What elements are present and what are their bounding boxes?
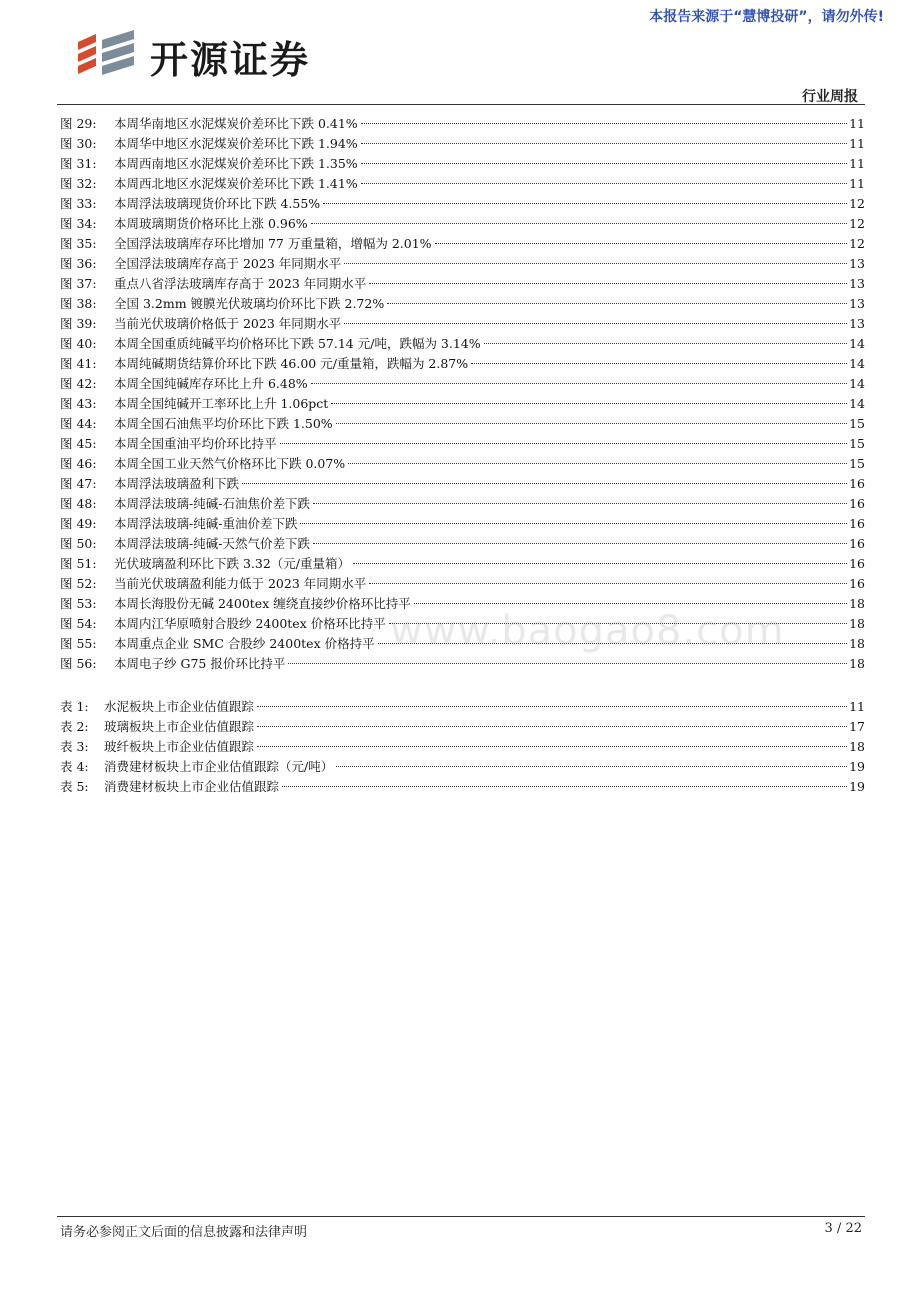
figure-toc-entry[interactable] <box>60 554 865 574</box>
toc-entry-title: 本周电子纱 G75 报价环比持平 <box>114 656 286 671</box>
figure-toc-entry[interactable] <box>60 454 865 474</box>
toc-entry-title: 本周长海股份无碱 2400tex 缠绕直接纱价格环比持平 <box>114 596 411 611</box>
figure-toc-entry[interactable] <box>60 394 865 414</box>
figure-list <box>60 114 865 674</box>
toc-entry-title: 本周浮法玻璃盈利下跌 <box>114 476 240 491</box>
toc-entry-number: 图 51: <box>60 556 97 571</box>
toc-entry-number: 表 4: <box>60 759 89 774</box>
table-toc-entry[interactable] <box>60 737 865 757</box>
toc-dot-leader <box>288 663 847 664</box>
toc-entry-title: 本周全国重质纯碱平均价格环比下跌 57.14 元/吨，跌幅为 3.14% <box>114 336 481 351</box>
toc-dot-leader <box>414 603 847 604</box>
table-toc-entry[interactable] <box>60 717 865 737</box>
figure-toc-entry[interactable] <box>60 574 865 594</box>
toc-entry-number: 图 55: <box>60 636 97 651</box>
toc-entry-page: 11 <box>849 176 865 191</box>
toc-entry-number: 图 47: <box>60 476 97 491</box>
toc-entry-page: 15 <box>849 456 865 471</box>
toc-dot-leader <box>387 303 847 304</box>
toc-entry-title: 本周浮法玻璃-纯碱-天然气价差下跌 <box>114 536 310 551</box>
toc-entry-number: 图 31: <box>60 156 97 171</box>
toc-entry-title: 本周重点企业 SMC 合股纱 2400tex 价格持平 <box>114 636 375 651</box>
figure-toc-entry[interactable] <box>60 374 865 394</box>
figure-toc-entry[interactable] <box>60 134 865 154</box>
toc-dot-leader <box>257 746 847 747</box>
toc-entry-page: 16 <box>849 516 865 531</box>
toc-entry-page: 14 <box>849 376 865 391</box>
toc-entry-number: 图 34: <box>60 216 97 231</box>
toc-dot-leader <box>361 123 847 124</box>
toc-entry-title: 本周全国纯碱开工率环比上升 1.06pct <box>114 396 329 411</box>
figure-toc-entry[interactable] <box>60 274 865 294</box>
toc-dot-leader <box>336 766 847 767</box>
toc-entry-page: 13 <box>849 316 865 331</box>
toc-entry-page: 14 <box>849 356 865 371</box>
toc-entry-number: 图 29: <box>60 116 97 131</box>
toc-dot-leader <box>369 283 847 284</box>
toc-entry-number: 图 53: <box>60 596 97 611</box>
toc-entry-number: 图 39: <box>60 316 97 331</box>
toc-entry-title: 本周浮法玻璃-纯碱-重油价差下跌 <box>114 516 298 531</box>
toc-entry-page: 11 <box>849 699 865 714</box>
toc-entry-page: 16 <box>849 476 865 491</box>
header-divider <box>57 104 865 105</box>
figure-toc-entry[interactable] <box>60 654 865 674</box>
logo-text: 开源证券 <box>150 37 311 82</box>
toc-dot-leader <box>311 223 847 224</box>
toc-dot-leader <box>361 143 847 144</box>
toc-dot-leader <box>280 443 847 444</box>
table-toc-entry[interactable] <box>60 777 865 797</box>
toc-entry-title: 重点八省浮法玻璃库存高于 2023 年同期水平 <box>114 276 367 291</box>
toc-dot-leader <box>361 183 847 184</box>
toc-dot-leader <box>353 563 847 564</box>
toc-dot-leader <box>435 243 847 244</box>
toc-entry-title: 水泥板块上市企业估值跟踪 <box>104 699 255 714</box>
figure-toc-entry[interactable] <box>60 314 865 334</box>
toc-entry-title: 本周全国纯碱库存环比上升 6.48% <box>114 376 308 391</box>
figure-toc-entry[interactable] <box>60 534 865 554</box>
logo-mark-icon <box>74 30 138 82</box>
toc-entry-page: 16 <box>849 496 865 511</box>
toc-dot-leader <box>331 403 847 404</box>
toc-dot-leader <box>369 583 847 584</box>
toc-entry-title: 消费建材板块上市企业估值跟踪 <box>104 779 280 794</box>
toc-entry-number: 图 38: <box>60 296 97 311</box>
toc-entry-title: 玻璃板块上市企业估值跟踪 <box>104 719 255 734</box>
toc-entry-page: 11 <box>849 116 865 131</box>
toc-entry-page: 12 <box>849 216 865 231</box>
toc-entry-page: 18 <box>849 596 865 611</box>
toc-entry-number: 图 48: <box>60 496 97 511</box>
toc-entry-number: 图 56: <box>60 656 97 671</box>
toc-entry-page: 15 <box>849 436 865 451</box>
toc-entry-number: 图 37: <box>60 276 97 291</box>
footer-disclaimer: 请务必参阅正文后面的信息披露和法律声明 <box>60 1225 308 1240</box>
toc-entry-number: 表 3: <box>60 739 89 754</box>
toc-dot-leader <box>282 786 847 787</box>
toc-entry-title: 全国 3.2mm 镀膜光伏玻璃均价环比下跌 2.72% <box>114 296 385 311</box>
toc-entry-number: 图 30: <box>60 136 97 151</box>
toc-entry-page: 12 <box>849 236 865 251</box>
toc-dot-leader <box>344 263 847 264</box>
toc-entry-page: 15 <box>849 416 865 431</box>
figure-toc-entry[interactable] <box>60 494 865 514</box>
toc-entry-number: 图 45: <box>60 436 97 451</box>
toc-entry-number: 表 1: <box>60 699 89 714</box>
toc-entry-title: 本周全国工业天然气价格环比下跌 0.07% <box>114 456 346 471</box>
toc-entry-page: 13 <box>849 276 865 291</box>
toc-entry-page: 18 <box>849 636 865 651</box>
toc-entry-number: 图 36: <box>60 256 97 271</box>
toc-entry-title: 当前光伏玻璃盈利能力低于 2023 年同期水平 <box>114 576 367 591</box>
toc-entry-title: 本周内江华原喷射合股纱 2400tex 价格环比持平 <box>114 616 386 631</box>
toc-entry-page: 19 <box>849 759 865 774</box>
toc-dot-leader <box>471 363 847 364</box>
toc-dot-leader <box>336 423 847 424</box>
toc-entry-title: 本周纯碱期货结算价环比下跌 46.00 元/重量箱，跌幅为 2.87% <box>114 356 469 371</box>
figure-toc-entry[interactable] <box>60 474 865 494</box>
toc-entry-number: 图 40: <box>60 336 97 351</box>
toc-entry-number: 图 54: <box>60 616 97 631</box>
figure-toc-entry[interactable] <box>60 114 865 134</box>
toc-entry-number: 图 42: <box>60 376 97 391</box>
figure-toc-entry[interactable] <box>60 214 865 234</box>
toc-entry-title: 本周全国重油平均价环比持平 <box>114 436 277 451</box>
figure-toc-entry[interactable] <box>60 354 865 374</box>
toc-entry-page: 16 <box>849 576 865 591</box>
toc-entry-page: 19 <box>849 779 865 794</box>
figure-toc-entry[interactable] <box>60 174 865 194</box>
watermark: www.baogao8.com <box>390 608 785 654</box>
toc-entry-title: 本周华南地区水泥煤炭价差环比下跌 0.41% <box>114 116 358 131</box>
toc-entry-page: 14 <box>849 396 865 411</box>
toc-dot-leader <box>300 523 847 524</box>
figure-toc-entry[interactable] <box>60 514 865 534</box>
toc-entry-page: 13 <box>849 256 865 271</box>
toc-dot-leader <box>484 343 847 344</box>
toc-dot-leader <box>344 323 847 324</box>
toc-dot-leader <box>257 726 847 727</box>
figure-toc-entry[interactable] <box>60 254 865 274</box>
toc-entry-page: 16 <box>849 536 865 551</box>
table-toc-entry[interactable] <box>60 757 865 777</box>
toc-dot-leader <box>348 463 847 464</box>
footer-divider <box>57 1216 865 1217</box>
toc-entry-page: 18 <box>849 656 865 671</box>
toc-entry-title: 本周西北地区水泥煤炭价差环比下跌 1.41% <box>114 176 358 191</box>
toc-entry-page: 11 <box>849 136 865 151</box>
figure-toc-entry[interactable] <box>60 414 865 434</box>
figure-toc-entry[interactable] <box>60 294 865 314</box>
toc-entry-number: 图 43: <box>60 396 97 411</box>
toc-dot-leader <box>313 543 847 544</box>
figure-toc-entry[interactable] <box>60 194 865 214</box>
toc-entry-page: 17 <box>849 719 865 734</box>
toc-entry-number: 图 46: <box>60 456 97 471</box>
toc-entry-number: 图 35: <box>60 236 97 251</box>
page-number: 3 / 22 <box>824 1221 862 1236</box>
toc-entry-number: 表 2: <box>60 719 89 734</box>
toc-dot-leader <box>323 203 847 204</box>
toc-entry-page: 11 <box>849 156 865 171</box>
toc-entry-title: 消费建材板块上市企业估值跟踪（元/吨） <box>104 759 334 774</box>
toc-entry-page: 18 <box>849 616 865 631</box>
toc-entry-title: 本周全国石油焦平均价环比下跌 1.50% <box>114 416 333 431</box>
toc-entry-title: 本周浮法玻璃现货价环比下跌 4.55% <box>114 196 321 211</box>
source-notice: 本报告来源于“慧博投研”，请勿外传! <box>649 9 884 25</box>
toc-entry-title: 本周西南地区水泥煤炭价差环比下跌 1.35% <box>114 156 358 171</box>
toc-dot-leader <box>313 503 847 504</box>
toc-dot-leader <box>257 706 847 707</box>
toc-entry-number: 表 5: <box>60 779 89 794</box>
toc-entry-page: 13 <box>849 296 865 311</box>
toc-entry-title: 全国浮法玻璃库存环比增加 77 万重量箱，增幅为 2.01% <box>114 236 432 251</box>
figure-toc-entry[interactable] <box>60 334 865 354</box>
toc-entry-page: 16 <box>849 556 865 571</box>
toc-entry-number: 图 49: <box>60 516 97 531</box>
figure-toc-entry[interactable] <box>60 154 865 174</box>
toc-entry-title: 本周玻璃期货价格环比上涨 0.96% <box>114 216 308 231</box>
toc-dot-leader <box>361 163 847 164</box>
figure-toc-entry[interactable] <box>60 434 865 454</box>
report-type-label: 行业周报 <box>802 89 858 105</box>
company-logo <box>74 28 310 84</box>
toc-entry-page: 18 <box>849 739 865 754</box>
toc-entry-number: 图 50: <box>60 536 97 551</box>
toc-dot-leader <box>311 383 847 384</box>
toc-entry-title: 玻纤板块上市企业估值跟踪 <box>104 739 255 754</box>
toc-entry-title: 本周华中地区水泥煤炭价差环比下跌 1.94% <box>114 136 358 151</box>
table-list <box>60 697 865 797</box>
toc-entry-number: 图 44: <box>60 416 97 431</box>
toc-dot-leader <box>242 483 847 484</box>
toc-entry-title: 光伏玻璃盈利环比下跌 3.32（元/重量箱） <box>114 556 351 571</box>
toc-entry-page: 12 <box>849 196 865 211</box>
toc-entry-title: 全国浮法玻璃库存高于 2023 年同期水平 <box>114 256 342 271</box>
toc-entry-title: 当前光伏玻璃价格低于 2023 年同期水平 <box>114 316 342 331</box>
toc-entry-number: 图 52: <box>60 576 97 591</box>
toc-entry-number: 图 33: <box>60 196 97 211</box>
toc-entry-number: 图 41: <box>60 356 97 371</box>
table-toc-entry[interactable] <box>60 697 865 717</box>
figure-toc-entry[interactable] <box>60 234 865 254</box>
toc-entry-page: 14 <box>849 336 865 351</box>
toc-entry-number: 图 32: <box>60 176 97 191</box>
toc-entry-title: 本周浮法玻璃-纯碱-石油焦价差下跌 <box>114 496 310 511</box>
